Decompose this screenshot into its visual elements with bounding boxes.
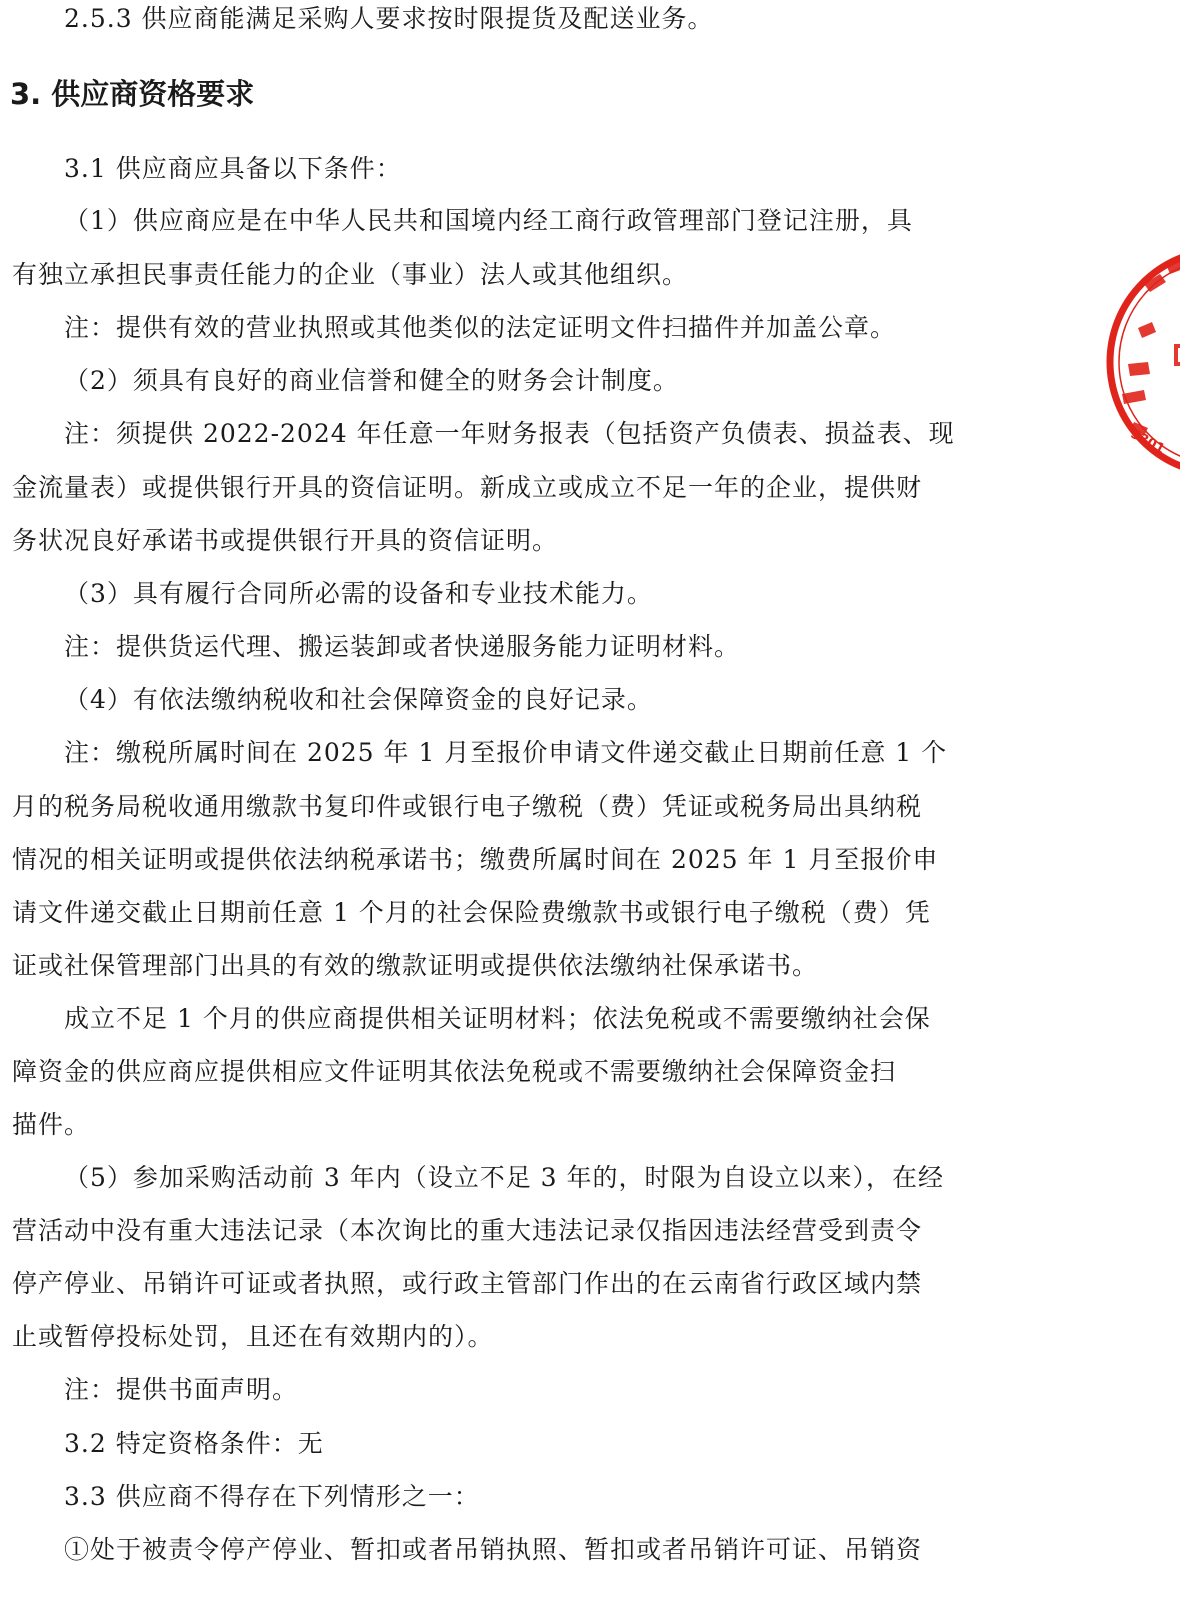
condition-2-line-1: （2）须具有良好的商业信誉和健全的财务会计制度。 <box>64 366 679 395</box>
condition-5-line-1: （5）参加采购活动前 3 年内（设立不足 3 年的，时限为自设立以来），在经 <box>64 1163 945 1192</box>
section-heading: 3. 供应商资格要求 <box>10 77 255 111</box>
condition-3-note: 注：提供货运代理、搬运装卸或者快递服务能力证明材料。 <box>64 632 741 661</box>
condition-4-note-line-4: 请文件递交截止日期前任意 1 个月的社会保险费缴款书或银行电子缴税（费）凭 <box>12 898 931 927</box>
official-seal-stamp <box>1104 244 1180 484</box>
condition-4-note-line-5: 证或社保管理部门出具的有效的缴款证明或提供依法缴纳社保承诺书。 <box>12 951 819 980</box>
condition-4-note-line-3: 情况的相关证明或提供依法纳税承诺书；缴费所属时间在 2025 年 1 月至报价申 <box>12 845 939 874</box>
condition-4-extra-line-1: 成立不足 1 个月的供应商提供相关证明材料；依法免税或不需要缴纳社会保 <box>64 1004 931 1033</box>
condition-2-note-line-1: 注：须提供 2022-2024 年任意一年财务报表（包括资产负债表、损益表、现 <box>64 419 955 448</box>
condition-4-extra-line-2: 障资金的供应商应提供相应文件证明其依法免税或不需要缴纳社会保障资金扫 <box>12 1057 897 1086</box>
seal-number-text: 5301 <box>1127 426 1167 458</box>
condition-2-note-line-2: 金流量表）或提供银行开具的资信证明。新成立或成立不足一年的企业，提供财 <box>12 473 923 502</box>
condition-3-line-1: （3）具有履行合同所必需的设备和专业技术能力。 <box>64 579 653 608</box>
condition-5-note: 注：提供书面声明。 <box>64 1375 299 1404</box>
clause-2-5-3: 2.5.3 供应商能满足采购人要求按时限提货及配送业务。 <box>64 4 714 33</box>
clause-3-1: 3.1 供应商应具备以下条件： <box>64 154 402 183</box>
condition-5-line-3: 停产停业、吊销许可证或者执照，或行政主管部门作出的在云南省行政区域内禁 <box>12 1269 923 1298</box>
clause-3-3: 3.3 供应商不得存在下列情形之一： <box>64 1482 480 1511</box>
condition-5-line-4: 止或暂停投标处罚，且还在有效期内的）。 <box>12 1322 494 1351</box>
exclusion-item-1: ①处于被责令停产停业、暂扣或者吊销执照、暂扣或者吊销许可证、吊销资 <box>64 1535 923 1564</box>
condition-2-note-line-3: 务状况良好承诺书或提供银行开具的资信证明。 <box>12 526 559 555</box>
condition-1-line-1: （1）供应商应是在中华人民共和国境内经工商行政管理部门登记注册，具 <box>64 206 913 235</box>
condition-4-line-1: （4）有依法缴纳税收和社会保障资金的良好记录。 <box>64 685 653 714</box>
condition-1-line-2: 有独立承担民事责任能力的企业（事业）法人或其他组织。 <box>12 260 689 289</box>
clause-3-2: 3.2 特定资格条件：无 <box>64 1429 324 1458</box>
condition-4-note-line-2: 月的税务局税收通用缴款书复印件或银行电子缴税（费）凭证或税务局出具纳税 <box>12 792 923 821</box>
condition-4-note-line-1: 注：缴税所属时间在 2025 年 1 月至报价申请文件递交截止日期前任意 1 个 <box>64 738 948 767</box>
condition-5-line-2: 营活动中没有重大违法记录（本次询比的重大违法记录仅指因违法经营受到责令 <box>12 1216 923 1245</box>
condition-4-extra-line-3: 描件。 <box>12 1110 91 1139</box>
condition-1-note: 注：提供有效的营业执照或其他类似的法定证明文件扫描件并加盖公章。 <box>64 313 897 342</box>
